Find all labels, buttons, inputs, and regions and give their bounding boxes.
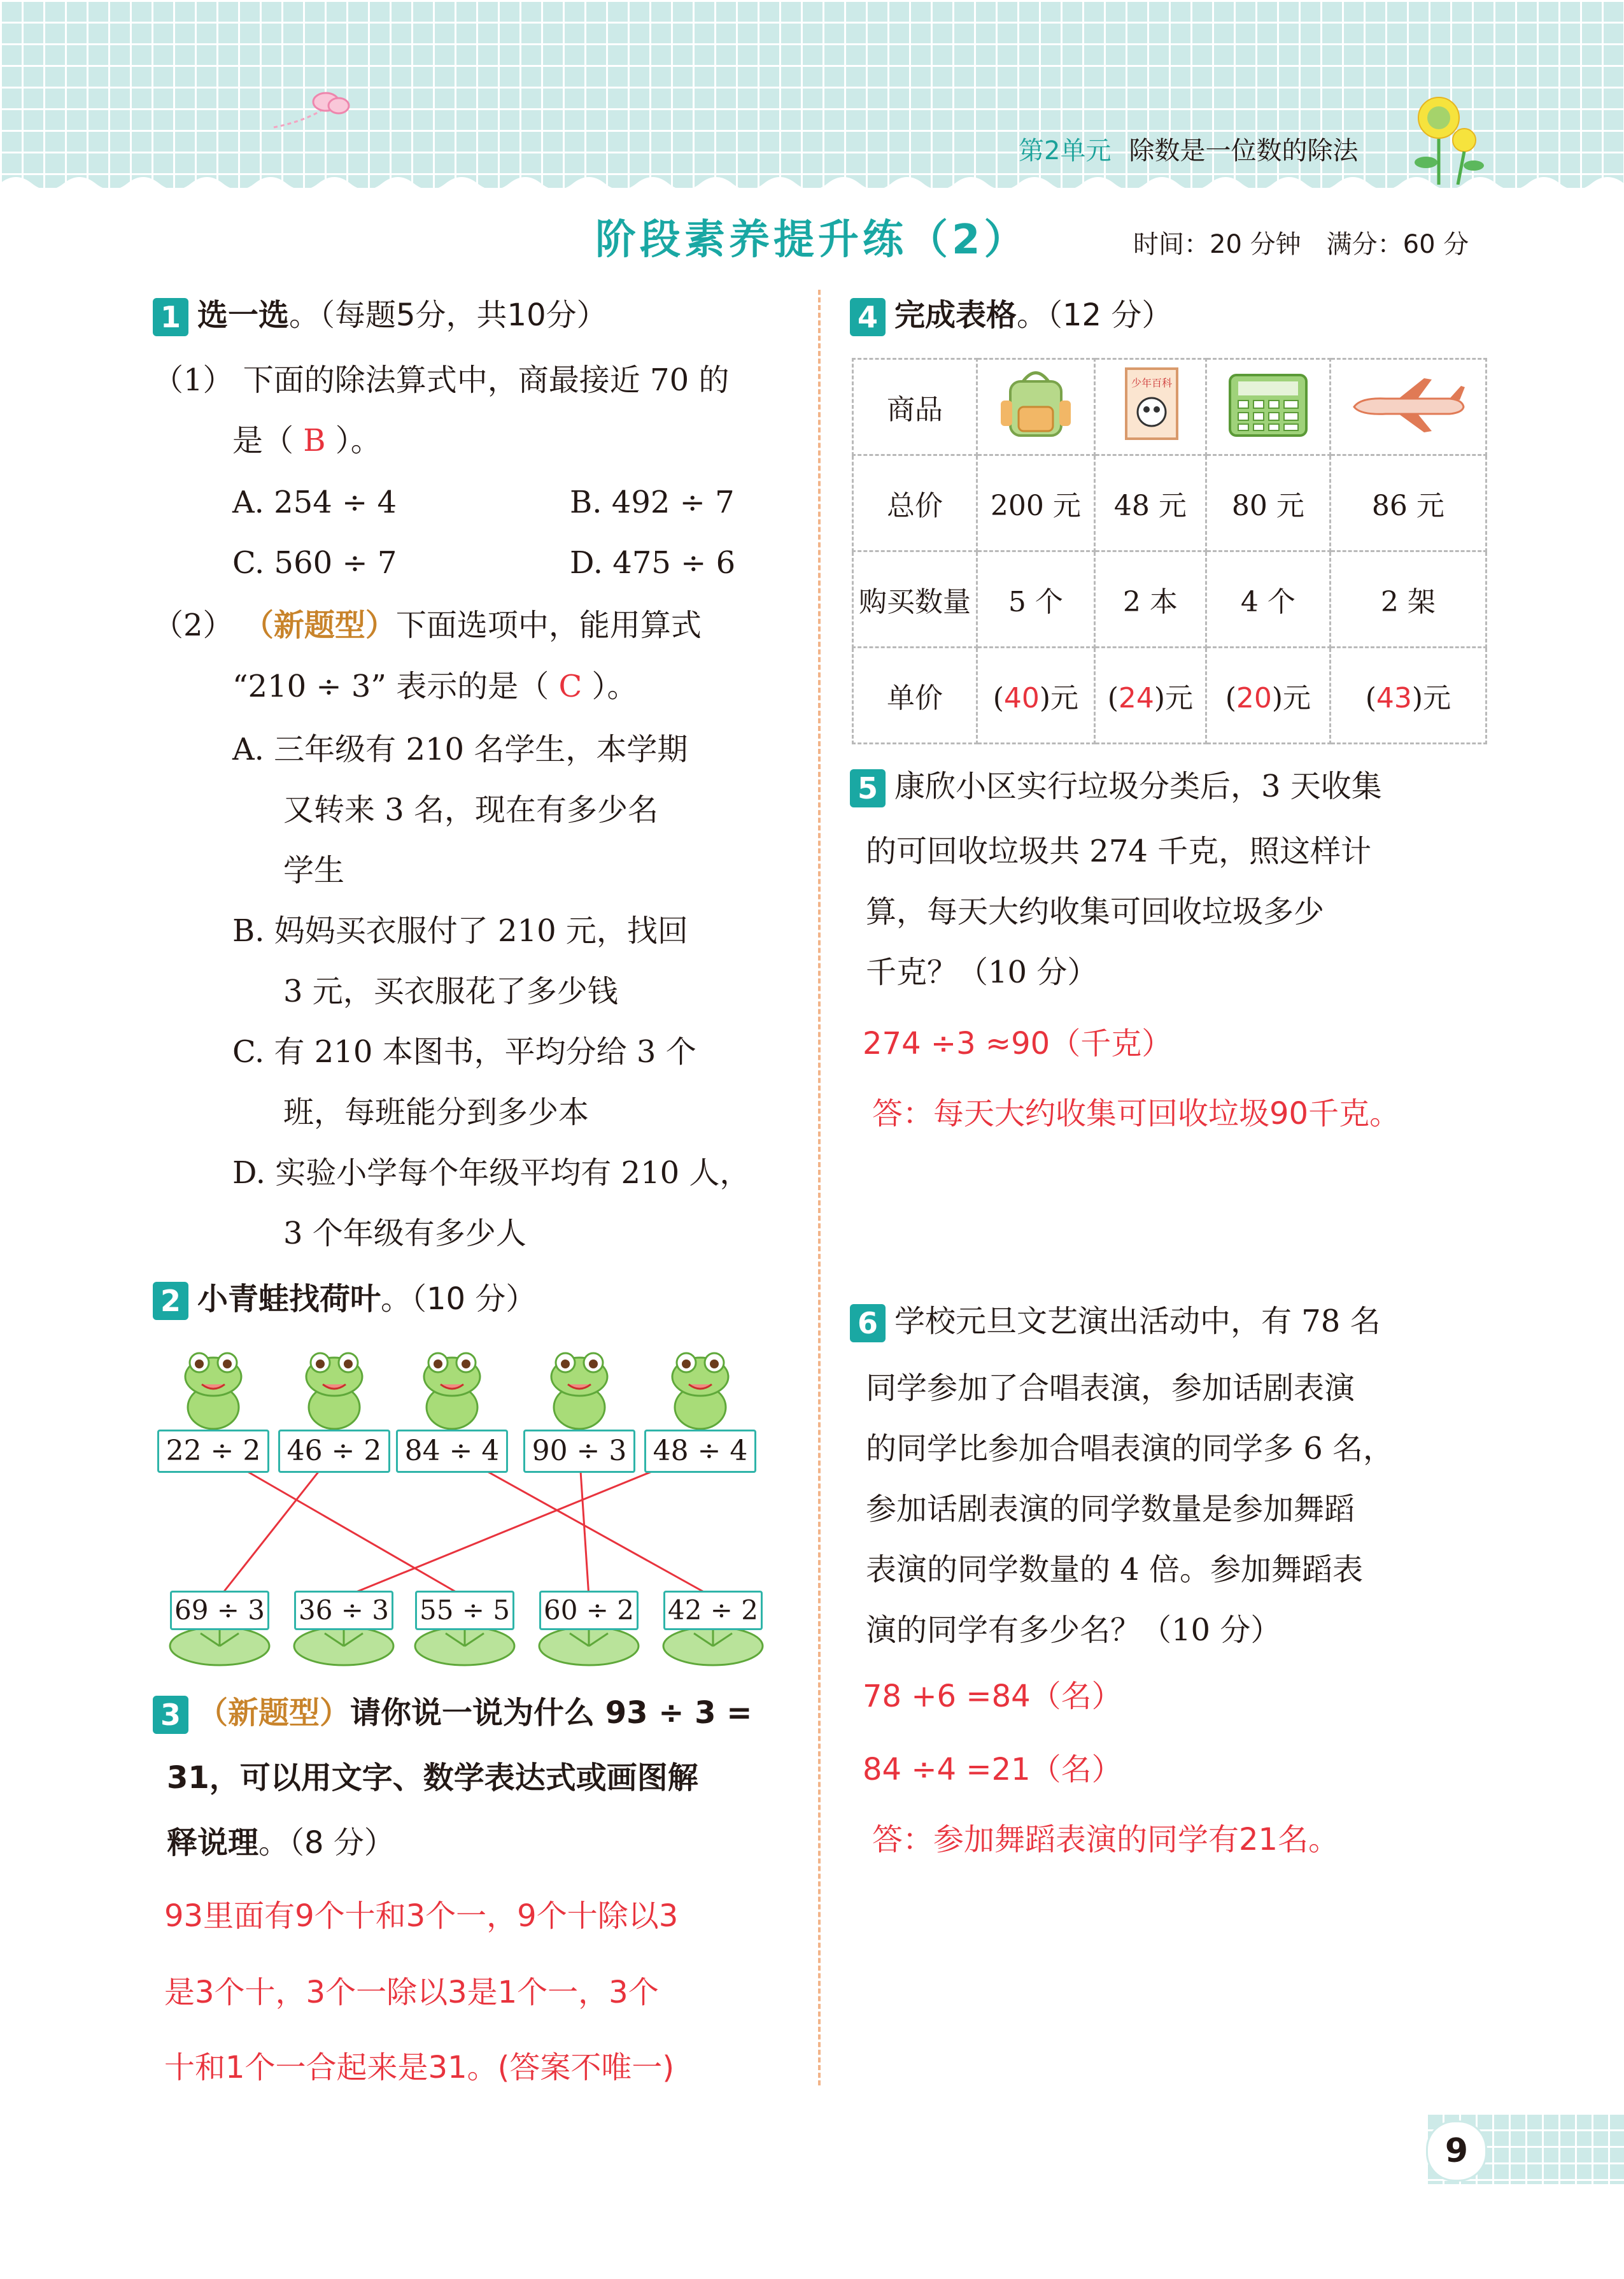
header-wave: [0, 171, 1624, 196]
q1-p1-option-b: B. 492 ÷ 7: [570, 485, 735, 520]
q5-heading: [850, 764, 1382, 809]
q3-answer-line3: 十和1个一合起来是31。(答案不唯一): [164, 2050, 675, 2085]
butterfly-icon: [267, 83, 357, 134]
q3-tag: （新题型）: [197, 1695, 351, 1731]
q4-badge: 4: [850, 298, 886, 336]
q1-heading: [153, 293, 607, 337]
q1-p2-option-a-line1: A. 三年级有 210 名学生，本学期: [232, 732, 688, 767]
unit-price-answer: 43: [1376, 682, 1412, 714]
full-score: 满分：60 分: [1326, 230, 1469, 259]
frog-icon: [185, 1353, 241, 1429]
q4-heading: [850, 293, 1172, 337]
q3-heading: [153, 1691, 752, 1735]
column-divider: [818, 290, 821, 2085]
q5-answer-calc: 274 ÷3 ≈90（千克）: [863, 1026, 1173, 1061]
q1-p2-prefix: （2）: [153, 607, 234, 643]
q6-answer-calc1: 78 +6 =84（名）: [863, 1679, 1122, 1714]
frog-expression: 84 ÷ 4: [396, 1430, 508, 1473]
unit-label: 元: [1423, 682, 1451, 714]
q1-p2-option-c-line1: C. 有 210 本图书，平均分给 3 个: [232, 1034, 696, 1070]
quantity-cell: 2 架: [1330, 551, 1486, 648]
time-info: [1133, 224, 1494, 260]
q4-note: 。（12 分）: [1017, 297, 1173, 333]
q1-p2-answer: C: [558, 669, 583, 704]
q1-p1-line2: [232, 420, 381, 461]
q6-heading: [850, 1299, 1381, 1344]
q3-badge: 3: [153, 1696, 188, 1734]
unit-price-cell: (24)元: [1094, 648, 1206, 744]
q3-answer-line1: 93里面有9个十和3个一，9个十除以3: [164, 1898, 679, 1934]
q5-badge: 5: [850, 769, 886, 807]
unit-number: 第2单元: [1019, 136, 1112, 166]
frog-expression: 90 ÷ 3: [523, 1430, 635, 1473]
page-number: 9: [1426, 2120, 1487, 2182]
q6-line1: 学校元旦文艺演出活动中，有 78 名: [894, 1303, 1381, 1339]
quantity-cell: 2 本: [1094, 551, 1206, 648]
q3-line1: 请你说一说为什么 93 ÷ 3 =: [350, 1695, 752, 1731]
q5-line4: 千克？（10 分）: [866, 955, 1098, 990]
q1-p1-option-c: C. 560 ÷ 7: [232, 545, 397, 581]
q6-line6: 演的同学有多少名？（10 分）: [866, 1612, 1282, 1648]
q2-badge: 2: [153, 1282, 188, 1320]
match-line: [220, 1452, 334, 1597]
q1-p2-line1: [153, 605, 702, 646]
q1-title: 选一选: [197, 297, 290, 333]
table-row: [853, 359, 1486, 455]
frog-icon: [306, 1353, 362, 1429]
flower-icon: [1401, 89, 1490, 185]
unit-price-cell: (20)元: [1206, 648, 1330, 744]
q3-line3-a: 释说理: [167, 1825, 259, 1861]
backpack-icon: [977, 359, 1095, 455]
match-line: [213, 1452, 465, 1597]
total-cell: 80 元: [1206, 455, 1330, 551]
q2-heading: [153, 1277, 536, 1321]
time-limit: 时间：20 分钟: [1133, 230, 1301, 259]
q1-note: 。（每题5分，共10分）: [289, 297, 607, 333]
q1-p2-option-c-line2: 班，每班能分到多少本: [283, 1095, 590, 1130]
q1-p2-option-b-line1: B. 妈妈买衣服付了 210 元，找回: [232, 913, 688, 949]
frog-expression: 48 ÷ 4: [644, 1430, 756, 1473]
q6-line4: 参加话剧表演的同学数量是参加舞蹈: [866, 1491, 1355, 1527]
lily-pad-expression: 55 ÷ 5: [415, 1591, 514, 1630]
total-cell: 48 元: [1094, 455, 1206, 551]
unit-label: 元: [1283, 682, 1311, 714]
q1-p2-text: 下面选项中，能用算式: [395, 607, 702, 643]
unit-price-answer: 20: [1236, 682, 1272, 714]
lily-pad-expression: 42 ÷ 2: [663, 1591, 763, 1630]
unit-price-answer: 24: [1118, 682, 1154, 714]
book-icon: [1094, 359, 1206, 455]
unit-price-cell: (43)元: [1330, 648, 1486, 744]
row-label-unit-price: 单价: [853, 648, 977, 744]
lily-pad-icon: [415, 1627, 514, 1665]
frog-icon: [672, 1353, 728, 1429]
unit-price-cell: (40)元: [977, 648, 1095, 744]
unit-label: 元: [1050, 682, 1079, 714]
quantity-cell: 5 个: [977, 551, 1095, 648]
q3-line2: 31，可以用文字、数学表达式或画图解: [167, 1760, 698, 1796]
q1-p2-option-b-line2: 3 元，买衣服花了多少钱: [283, 974, 618, 1009]
frog-icon: [551, 1353, 607, 1429]
q1-p2-option-a-line2: 又转来 3 名，现在有多少名: [283, 792, 659, 828]
q1-p2-option-d-line2: 3 个年级有多少人: [283, 1216, 526, 1251]
lily-pad-icon: [170, 1627, 269, 1665]
q1-p2-option-a-line3: 学生: [283, 853, 345, 888]
table-row: [853, 455, 1486, 551]
row-label-quantity: 购买数量: [853, 551, 977, 648]
lily-pad-expression: 36 ÷ 3: [294, 1591, 393, 1630]
q1-p2-line2-b: ）。: [582, 669, 638, 704]
lily-pad-expression: 69 ÷ 3: [170, 1591, 269, 1630]
quantity-cell: 4 个: [1206, 551, 1330, 648]
q1-p2-option-d-line1: D. 实验小学每个年级平均有 210 人，: [232, 1155, 751, 1191]
page-title: 阶段素养提升练（2）: [595, 217, 1029, 264]
q3-line3: [167, 1822, 395, 1863]
q6-badge: 6: [850, 1304, 886, 1342]
unit-label: [1019, 131, 1358, 167]
row-label-item: 商品: [853, 359, 977, 455]
q1-p2-line2-a: “210 ÷ 3” 表示的是（: [232, 669, 559, 704]
q5-line3: 算，每天大约收集可回收垃圾多少: [866, 894, 1325, 930]
total-cell: 86 元: [1330, 455, 1486, 551]
q1-p1-line2-a: 是（: [232, 423, 304, 458]
unit-title: 除数是一位数的除法: [1129, 136, 1359, 166]
q1-p1-option-d: D. 475 ÷ 6: [570, 545, 736, 581]
q4-title: 完成表格: [894, 297, 1017, 333]
q1-p2-tag: （新题型）: [243, 607, 396, 643]
row-label-total: 总价: [853, 455, 977, 551]
q6-line5: 表演的同学数量的 4 倍。参加舞蹈表: [866, 1552, 1364, 1587]
lily-pad-icon: [539, 1627, 639, 1665]
q1-p1-line2-b: ）。: [325, 423, 381, 458]
unit-price-answer: 40: [1003, 682, 1040, 714]
q3-line3-b: 。（8 分）: [258, 1825, 395, 1861]
unit-label: 元: [1165, 682, 1194, 714]
q2-title: 小青蛙找荷叶: [197, 1281, 381, 1317]
q1-p1-line1: （1） 下面的除法算式中，商最接近 70 的: [153, 362, 730, 398]
q5-answer-text: 答：每天大约收集可回收垃圾90千克。: [872, 1096, 1401, 1132]
airplane-icon: [1330, 359, 1486, 455]
table-row: [853, 648, 1486, 744]
table-row: [853, 551, 1486, 648]
frog-expression: 22 ÷ 2: [157, 1430, 269, 1473]
q5-line1: 康欣小区实行垃圾分类后，3 天收集: [894, 769, 1382, 804]
header-band: [0, 0, 1624, 188]
price-table: [852, 358, 1487, 744]
q6-line2: 同学参加了合唱表演，参加话剧表演: [866, 1370, 1355, 1406]
q1-p2-line2: [232, 666, 638, 707]
q2-note: 。（10 分）: [381, 1281, 537, 1317]
total-cell: 200 元: [977, 455, 1095, 551]
match-line: [452, 1452, 713, 1597]
q1-p1-answer: B: [303, 423, 326, 458]
q6-answer-text: 答：参加舞蹈表演的同学有21名。: [872, 1822, 1339, 1857]
q6-answer-calc2: 84 ÷4 =21（名）: [863, 1752, 1122, 1787]
q3-answer-line2: 是3个十，3个一除以3是1个一，3个: [164, 1975, 659, 2010]
lily-pad-icon: [294, 1627, 393, 1665]
q5-line2: 的可回收垃圾共 274 千克，照这样计: [866, 834, 1372, 869]
q6-line3: 的同学比参加合唱表演的同学多 6 名，: [866, 1431, 1394, 1466]
frog-expression: 46 ÷ 2: [278, 1430, 390, 1473]
q1-p1-option-a: A. 254 ÷ 4: [232, 485, 397, 520]
frog-icon: [424, 1353, 480, 1429]
match-line: [344, 1452, 700, 1597]
book-cover-text: 少年百科: [1131, 376, 1172, 389]
calculator-icon: [1206, 359, 1330, 455]
lily-pad-expression: 60 ÷ 2: [539, 1591, 639, 1630]
q1-badge: 1: [153, 298, 188, 336]
lily-pad-icon: [663, 1627, 763, 1665]
